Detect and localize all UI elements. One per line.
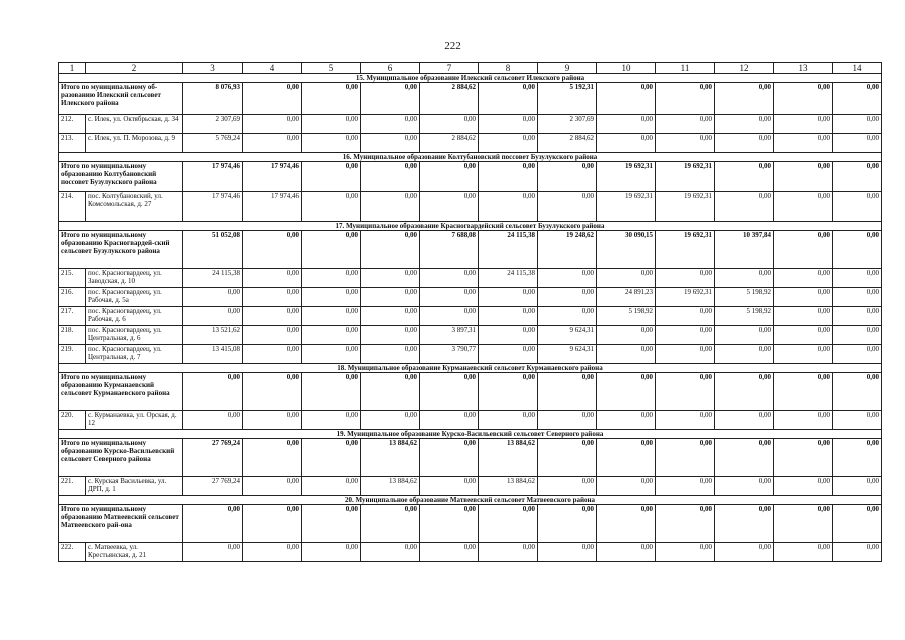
value-cell: 0,00 <box>479 115 538 134</box>
value-cell: 0,00 <box>774 307 833 326</box>
value-cell: 0,00 <box>302 162 361 192</box>
column-header: 13 <box>774 63 833 74</box>
value-cell: 0,00 <box>302 192 361 222</box>
table-row <box>59 307 882 326</box>
value-cell: 17 974,46 <box>243 162 302 192</box>
value-cell: 0,00 <box>715 192 774 222</box>
value-cell: 0,00 <box>183 307 243 326</box>
value-cell: 19 692,31 <box>656 288 715 307</box>
value-cell: 0,00 <box>243 411 302 430</box>
section-heading-row <box>59 222 882 231</box>
value-cell: 0,00 <box>479 192 538 222</box>
value-cell: 0,00 <box>479 345 538 364</box>
value-cell: 13 521,62 <box>183 326 243 345</box>
section-heading-row <box>59 430 882 439</box>
value-cell: 0,00 <box>656 373 715 411</box>
value-cell: 0,00 <box>833 231 882 269</box>
value-cell: 9 624,31 <box>538 326 597 345</box>
value-cell: 0,00 <box>597 505 656 543</box>
value-cell: 5 198,92 <box>715 288 774 307</box>
value-cell: 0,00 <box>361 162 420 192</box>
total-row <box>59 373 882 411</box>
value-cell: 0,00 <box>597 269 656 288</box>
value-cell: 19 692,31 <box>597 192 656 222</box>
value-cell: 0,00 <box>656 345 715 364</box>
total-label: Итого по муниципальному образованию Красногвардей-ский сельсовет Бузулукского района <box>59 231 183 269</box>
section-heading-row <box>59 74 882 83</box>
value-cell: 2 884,62 <box>538 134 597 153</box>
table-row <box>59 288 882 307</box>
value-cell: 0,00 <box>597 477 656 496</box>
value-cell: 0,00 <box>833 134 882 153</box>
value-cell: 0,00 <box>243 439 302 477</box>
row-index: 216. <box>59 288 86 307</box>
value-cell: 0,00 <box>774 411 833 430</box>
value-cell: 0,00 <box>538 162 597 192</box>
value-cell: 0,00 <box>361 505 420 543</box>
value-cell: 0,00 <box>538 373 597 411</box>
value-cell: 51 052,08 <box>183 231 243 269</box>
value-cell: 0,00 <box>538 543 597 562</box>
value-cell: 0,00 <box>833 307 882 326</box>
value-cell: 0,00 <box>656 83 715 115</box>
table-row <box>59 269 882 288</box>
address-cell: пос. Красногвардеец, ул. Рабочая, д. 5а <box>86 288 183 307</box>
value-cell: 0,00 <box>361 134 420 153</box>
value-cell: 0,00 <box>774 288 833 307</box>
total-row <box>59 231 882 269</box>
total-label: Итого по муниципальному образованию Курманаевский сельсовет Курманаевского района <box>59 373 183 411</box>
value-cell: 0,00 <box>361 373 420 411</box>
row-index: 220. <box>59 411 86 430</box>
table-row <box>59 411 882 430</box>
value-cell: 0,00 <box>538 439 597 477</box>
value-cell: 0,00 <box>715 83 774 115</box>
address-cell: пос. Красногвардеец, ул. Центральная, д. 7 <box>86 345 183 364</box>
row-index: 218. <box>59 326 86 345</box>
value-cell: 0,00 <box>479 83 538 115</box>
value-cell: 13 884,62 <box>479 477 538 496</box>
value-cell: 0,00 <box>361 307 420 326</box>
value-cell: 17 974,46 <box>183 192 243 222</box>
value-cell: 0,00 <box>774 326 833 345</box>
value-cell: 2 307,69 <box>183 115 243 134</box>
value-cell: 0,00 <box>538 192 597 222</box>
value-cell: 0,00 <box>774 83 833 115</box>
address-cell: пос. Красногвардеец, ул. Центральная, д. 6 <box>86 326 183 345</box>
value-cell: 5 198,92 <box>597 307 656 326</box>
column-header: 8 <box>479 63 538 74</box>
value-cell: 0,00 <box>715 411 774 430</box>
column-header: 11 <box>656 63 715 74</box>
value-cell: 0,00 <box>833 83 882 115</box>
value-cell: 5 198,92 <box>715 307 774 326</box>
value-cell: 0,00 <box>361 83 420 115</box>
value-cell: 24 115,38 <box>183 269 243 288</box>
value-cell: 0,00 <box>302 543 361 562</box>
value-cell: 0,00 <box>243 307 302 326</box>
value-cell: 0,00 <box>183 505 243 543</box>
value-cell: 0,00 <box>715 373 774 411</box>
column-header: 12 <box>715 63 774 74</box>
value-cell: 0,00 <box>833 373 882 411</box>
value-cell: 0,00 <box>243 115 302 134</box>
value-cell: 0,00 <box>361 115 420 134</box>
value-cell: 0,00 <box>538 307 597 326</box>
value-cell: 0,00 <box>243 83 302 115</box>
column-header: 9 <box>538 63 597 74</box>
value-cell: 27 769,24 <box>183 477 243 496</box>
value-cell: 0,00 <box>302 288 361 307</box>
address-cell: пос. Красногвардеец, ул. Рабочая, д. 6 <box>86 307 183 326</box>
value-cell: 0,00 <box>183 373 243 411</box>
value-cell: 27 769,24 <box>183 439 243 477</box>
section-heading-row <box>59 153 882 162</box>
value-cell: 0,00 <box>597 83 656 115</box>
value-cell: 0,00 <box>361 269 420 288</box>
table-body <box>59 63 882 562</box>
value-cell: 0,00 <box>420 543 479 562</box>
row-index: 217. <box>59 307 86 326</box>
value-cell: 13 884,62 <box>361 477 420 496</box>
value-cell: 0,00 <box>302 269 361 288</box>
total-row <box>59 505 882 543</box>
page-number: 222 <box>444 40 461 52</box>
value-cell: 0,00 <box>420 192 479 222</box>
value-cell: 0,00 <box>538 477 597 496</box>
column-header: 1 <box>59 63 86 74</box>
value-cell: 0,00 <box>597 345 656 364</box>
value-cell: 0,00 <box>538 505 597 543</box>
row-index: 214. <box>59 192 86 222</box>
section-heading-row <box>59 364 882 373</box>
value-cell: 30 090,15 <box>597 231 656 269</box>
value-cell: 0,00 <box>243 543 302 562</box>
value-cell: 9 624,31 <box>538 345 597 364</box>
value-cell: 0,00 <box>302 307 361 326</box>
value-cell: 0,00 <box>361 326 420 345</box>
column-header: 6 <box>361 63 420 74</box>
value-cell: 0,00 <box>597 439 656 477</box>
table-row <box>59 326 882 345</box>
value-cell: 0,00 <box>774 269 833 288</box>
value-cell: 0,00 <box>538 411 597 430</box>
value-cell: 0,00 <box>833 326 882 345</box>
total-row <box>59 439 882 477</box>
value-cell: 0,00 <box>833 477 882 496</box>
value-cell: 0,00 <box>774 543 833 562</box>
value-cell: 19 692,31 <box>656 231 715 269</box>
value-cell: 0,00 <box>361 288 420 307</box>
value-cell: 5 192,31 <box>538 83 597 115</box>
total-label: Итого по муниципальному образованию Матвеевский сельсовет Матвеевского рай-она <box>59 505 183 543</box>
value-cell: 0,00 <box>302 345 361 364</box>
address-cell: пос. Красногвардеец, ул. Заводская, д. 10 <box>86 269 183 288</box>
section-heading-row <box>59 496 882 505</box>
value-cell: 3 897,31 <box>420 326 479 345</box>
value-cell: 0,00 <box>597 543 656 562</box>
value-cell: 0,00 <box>243 505 302 543</box>
value-cell: 0,00 <box>302 115 361 134</box>
row-index: 222. <box>59 543 86 562</box>
value-cell: 0,00 <box>774 115 833 134</box>
value-cell: 0,00 <box>597 134 656 153</box>
value-cell: 0,00 <box>420 288 479 307</box>
value-cell: 0,00 <box>243 134 302 153</box>
table-row <box>59 115 882 134</box>
section-heading: 18. Муниципальное образование Курманаевский сельсовет Курманаевского района <box>59 364 882 373</box>
value-cell: 19 248,62 <box>538 231 597 269</box>
value-cell: 0,00 <box>656 439 715 477</box>
data-table <box>58 62 882 562</box>
value-cell: 0,00 <box>243 373 302 411</box>
value-cell: 0,00 <box>774 345 833 364</box>
address-cell: с. Матвеевка, ул. Крестьянская, д. 21 <box>86 543 183 562</box>
value-cell: 0,00 <box>302 411 361 430</box>
row-index: 213. <box>59 134 86 153</box>
address-cell: с. Курская Васильевка, ул. ДРП, д. 1 <box>86 477 183 496</box>
row-index: 219. <box>59 345 86 364</box>
value-cell: 0,00 <box>833 115 882 134</box>
value-cell: 0,00 <box>361 231 420 269</box>
table-row <box>59 134 882 153</box>
section-heading: 17. Муниципальное образование Красногвардейский сельсовет Бузулукского района <box>59 222 882 231</box>
value-cell: 0,00 <box>302 326 361 345</box>
value-cell: 0,00 <box>774 505 833 543</box>
value-cell: 0,00 <box>479 373 538 411</box>
value-cell: 0,00 <box>183 411 243 430</box>
value-cell: 0,00 <box>656 411 715 430</box>
column-header: 10 <box>597 63 656 74</box>
value-cell: 0,00 <box>302 134 361 153</box>
value-cell: 0,00 <box>597 373 656 411</box>
column-header: 5 <box>302 63 361 74</box>
value-cell: 0,00 <box>715 505 774 543</box>
section-heading: 15. Муниципальное образование Илекский сельсовет Илекского района <box>59 74 882 83</box>
value-cell: 0,00 <box>656 269 715 288</box>
value-cell: 0,00 <box>833 288 882 307</box>
value-cell: 0,00 <box>833 411 882 430</box>
value-cell: 0,00 <box>774 477 833 496</box>
value-cell: 0,00 <box>656 134 715 153</box>
section-heading: 19. Муниципальное образование Курско-Васильевский сельсовет Северного района <box>59 430 882 439</box>
value-cell: 24 115,38 <box>479 231 538 269</box>
value-cell: 0,00 <box>361 543 420 562</box>
value-cell: 24 115,38 <box>479 269 538 288</box>
address-cell: пос. Колтубановский, ул. Комсомольская, д. 27 <box>86 192 183 222</box>
total-label: Итого по муниципальному образованию Курско-Васильевский сельсовет Северного района <box>59 439 183 477</box>
address-cell: с. Илек, ул. Октябрьская, д. 34 <box>86 115 183 134</box>
value-cell: 0,00 <box>420 411 479 430</box>
value-cell: 0,00 <box>479 134 538 153</box>
value-cell: 0,00 <box>479 326 538 345</box>
value-cell: 0,00 <box>479 505 538 543</box>
column-header: 4 <box>243 63 302 74</box>
total-row <box>59 162 882 192</box>
value-cell: 0,00 <box>361 192 420 222</box>
value-cell: 0,00 <box>420 505 479 543</box>
value-cell: 0,00 <box>479 307 538 326</box>
value-cell: 2 884,62 <box>420 83 479 115</box>
value-cell: 0,00 <box>597 115 656 134</box>
value-cell: 0,00 <box>361 345 420 364</box>
value-cell: 0,00 <box>833 345 882 364</box>
value-cell: 0,00 <box>183 288 243 307</box>
value-cell: 0,00 <box>656 505 715 543</box>
value-cell: 0,00 <box>538 288 597 307</box>
column-header: 3 <box>183 63 243 74</box>
value-cell: 0,00 <box>833 543 882 562</box>
column-header: 2 <box>86 63 183 74</box>
value-cell: 0,00 <box>243 477 302 496</box>
value-cell: 0,00 <box>479 162 538 192</box>
total-label: Итого по муниципальному об-разованию Илекский сельсовет Илекского района <box>59 83 183 115</box>
value-cell: 0,00 <box>656 477 715 496</box>
value-cell: 0,00 <box>420 439 479 477</box>
value-cell: 17 974,46 <box>183 162 243 192</box>
value-cell: 0,00 <box>833 162 882 192</box>
value-cell: 0,00 <box>243 288 302 307</box>
value-cell: 0,00 <box>302 231 361 269</box>
value-cell: 0,00 <box>833 505 882 543</box>
value-cell: 0,00 <box>715 134 774 153</box>
value-cell: 0,00 <box>243 269 302 288</box>
value-cell: 2 884,62 <box>420 134 479 153</box>
value-cell: 0,00 <box>656 326 715 345</box>
value-cell: 0,00 <box>774 231 833 269</box>
section-heading: 16. Муниципальное образование Колтубановский поссовет Бузулукского района <box>59 153 882 162</box>
value-cell: 13 415,08 <box>183 345 243 364</box>
value-cell: 2 307,69 <box>538 115 597 134</box>
section-heading: 20. Муниципальное образование Матвеевский сельсовет Матвеевского района <box>59 496 882 505</box>
value-cell: 0,00 <box>715 162 774 192</box>
value-cell: 0,00 <box>479 288 538 307</box>
value-cell: 0,00 <box>774 192 833 222</box>
value-cell: 0,00 <box>774 134 833 153</box>
value-cell: 0,00 <box>243 326 302 345</box>
value-cell: 0,00 <box>656 307 715 326</box>
address-cell: с. Илек, ул. П. Морозова, д. 9 <box>86 134 183 153</box>
value-cell: 17 974,46 <box>243 192 302 222</box>
value-cell: 0,00 <box>538 269 597 288</box>
header-row <box>59 63 882 74</box>
value-cell: 19 692,31 <box>656 162 715 192</box>
value-cell: 0,00 <box>656 543 715 562</box>
value-cell: 0,00 <box>715 543 774 562</box>
value-cell: 0,00 <box>420 477 479 496</box>
value-cell: 0,00 <box>243 345 302 364</box>
value-cell: 0,00 <box>420 307 479 326</box>
value-cell: 0,00 <box>302 477 361 496</box>
value-cell: 19 692,31 <box>597 162 656 192</box>
value-cell: 0,00 <box>479 411 538 430</box>
value-cell: 0,00 <box>302 439 361 477</box>
value-cell: 0,00 <box>302 505 361 543</box>
row-index: 215. <box>59 269 86 288</box>
value-cell: 8 076,93 <box>183 83 243 115</box>
value-cell: 19 692,31 <box>656 192 715 222</box>
table-row <box>59 345 882 364</box>
row-index: 221. <box>59 477 86 496</box>
value-cell: 0,00 <box>420 373 479 411</box>
table-row <box>59 477 882 496</box>
value-cell: 13 884,62 <box>479 439 538 477</box>
value-cell: 7 688,08 <box>420 231 479 269</box>
value-cell: 10 397,84 <box>715 231 774 269</box>
value-cell: 0,00 <box>597 411 656 430</box>
value-cell: 0,00 <box>420 115 479 134</box>
value-cell: 0,00 <box>243 231 302 269</box>
total-label: Итого по муниципальному образованию Колтубановский поссовет Бузулукского района <box>59 162 183 192</box>
table-row <box>59 543 882 562</box>
value-cell: 0,00 <box>774 439 833 477</box>
value-cell: 0,00 <box>774 162 833 192</box>
value-cell: 0,00 <box>715 269 774 288</box>
value-cell: 0,00 <box>715 115 774 134</box>
row-index: 212. <box>59 115 86 134</box>
table-row <box>59 192 882 222</box>
value-cell: 0,00 <box>656 115 715 134</box>
value-cell: 0,00 <box>183 543 243 562</box>
value-cell: 0,00 <box>302 83 361 115</box>
value-cell: 0,00 <box>479 543 538 562</box>
value-cell: 0,00 <box>715 477 774 496</box>
value-cell: 0,00 <box>302 373 361 411</box>
value-cell: 0,00 <box>420 269 479 288</box>
address-cell: с. Курманаевка, ул. Орская, д. 12 <box>86 411 183 430</box>
value-cell: 13 884,62 <box>361 439 420 477</box>
value-cell: 0,00 <box>420 162 479 192</box>
value-cell: 0,00 <box>774 373 833 411</box>
column-header: 7 <box>420 63 479 74</box>
total-row <box>59 83 882 115</box>
value-cell: 0,00 <box>597 326 656 345</box>
column-header: 14 <box>833 63 882 74</box>
value-cell: 3 790,77 <box>420 345 479 364</box>
value-cell: 0,00 <box>833 439 882 477</box>
value-cell: 0,00 <box>833 269 882 288</box>
value-cell: 0,00 <box>715 345 774 364</box>
value-cell: 0,00 <box>715 439 774 477</box>
value-cell: 0,00 <box>833 192 882 222</box>
value-cell: 0,00 <box>715 326 774 345</box>
value-cell: 0,00 <box>361 411 420 430</box>
value-cell: 24 891,23 <box>597 288 656 307</box>
value-cell: 5 769,24 <box>183 134 243 153</box>
